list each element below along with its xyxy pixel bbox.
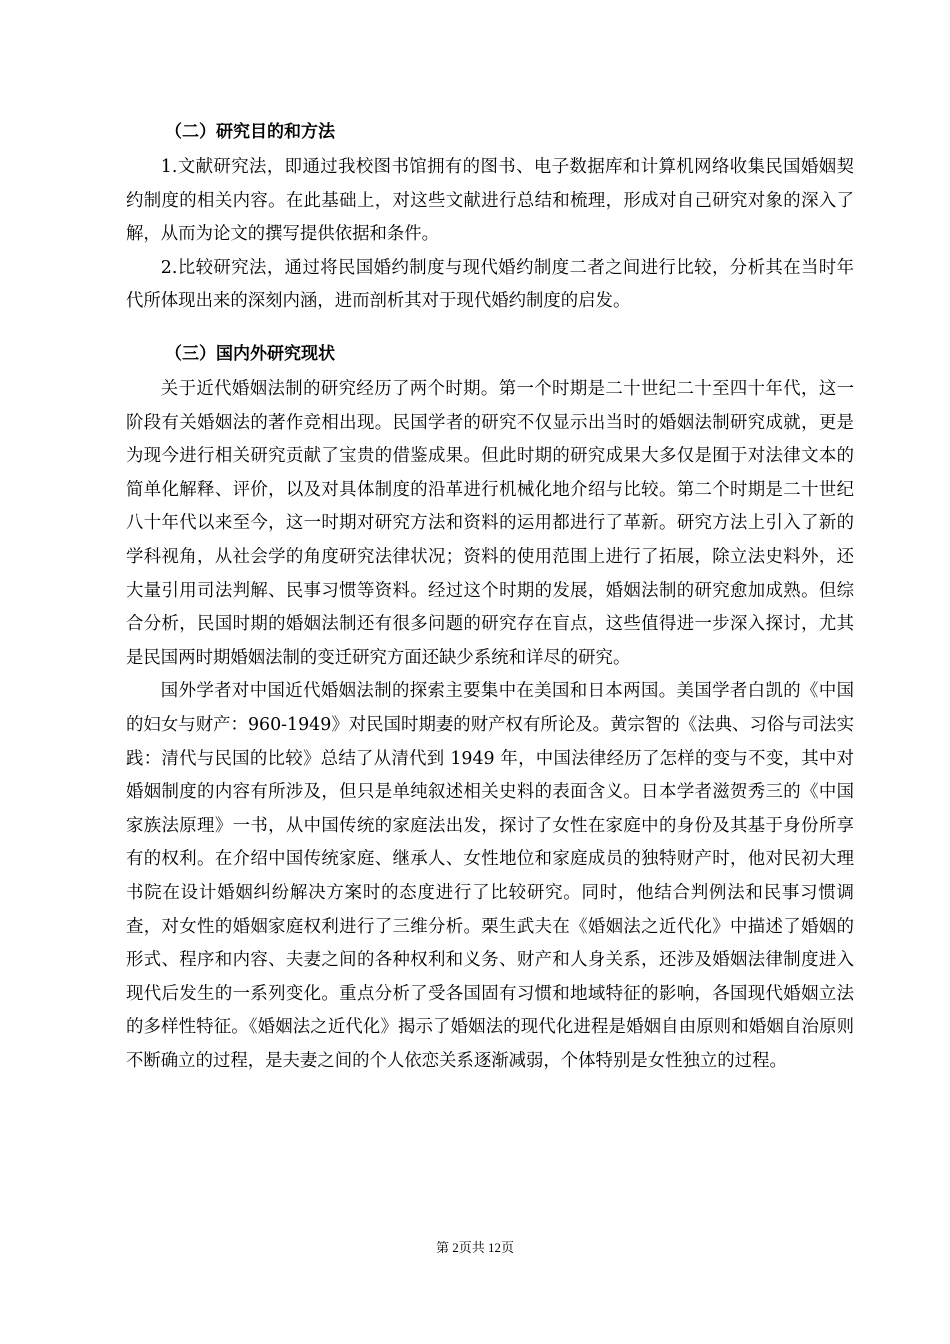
section-research-status — [126, 373, 854, 1078]
paragraph-literature-method: 1.文献研究法，即通过我校图书馆拥有的图书、电子数据库和计算机网络收集民国婚姻契约制度的相关内容。在此基础上，对这些文献进行总结和梳理，形成对自己研究对象的深入了解，从而为论文的撰写提供依据和条件。 — [126, 157, 854, 245]
section-heading-research-status: （三）国内外研究现状 — [165, 344, 335, 364]
paragraph-comparison-method: 2.比较研究法，通过将民国婚约制度与现代婚约制度二者之间进行比较，分析其在当时年代所体现出来的深刻内涵，进而剖析其对于现代婚约制度的启发。 — [126, 257, 854, 312]
section-heading-research-purpose: （二）研究目的和方法 — [165, 122, 335, 142]
page-number-footer: 第 2页共 12页 — [435, 1240, 514, 1255]
paragraph-domestic-research: 关于近代婚姻法制的研究经历了两个时期。第一个时期是二十世纪二十至四十年代，这一阶段有关婚姻法的著作竞相出现。民国学者的研究不仅显示出当时的婚姻法制研究成就，更是为现今进行相关研究贡献了宝贵的借鉴成果。但此时期的研究成果大多仅是囿于对法律文本的简单化解释、评价，以及对具体制度的沿革进行机械化地介绍与比较。第二个时期是二十世纪八十年代以来至今，这一时期对研究方法和资料的运用都进行了革新。研究方法上引入了新的学科视角，从社会学的角度研究法律状况；资料的使用范围上进行了拓展，除立法史料外，还大量引用司法判解、民事习惯等资料。经过这个时期的发展，婚姻法制的研究愈加成熟。但综合分析，民国时期的婚姻法制还有很多问题的研究存在盲点，这些值得进一步深入探讨，尤其是民国两时期婚姻法制的变迁研究方面还缺少系统和详尽的研究。 — [126, 379, 854, 668]
paragraph-foreign-research: 国外学者对中国近代婚姻法制的探索主要集中在美国和日本两国。美国学者白凯的《中国的妇女与财产：960-1949》对民国时期妻的财产权有所论及。黄宗智的《法典、习俗与司法实践：清代与民国的比较》总结了从清代到 1949 年，中国法律经历了怎样的变与不变，其中对婚姻制度的内容有所涉及，但只是单纯叙述相关史料的表面含义。日本学者滋贺秀三的《中国家族法原理》一书，从中国传统的家庭法出发，探讨了女性在家庭中的身份及其基于身份所享有的权利。在介绍中国传统家庭、继承人、女性地位和家庭成员的独特财产时，他对民初大理书院在设计婚姻纠纷解决方案时的态度进行了比较研究。同时，他结合判例法和民事习惯调查，对女性的婚姻家庭权利进行了三维分析。栗生武夫在《婚姻法之近代化》中描述了婚姻的形式、程序和内容、夫妻之间的各种权利和义务、财产和人身关系，还涉及婚姻法律制度进入现代后发生的一系列变化。重点分析了受各国固有习惯和地域特征的影响，各国现代婚姻立法的多样性特征。《婚姻法之近代化》揭示了婚姻法的现代化进程是婚姻自由原则和婚姻自治原则不断确立的过程，是夫妻之间的个人依恋关系逐渐减弱，个体特别是女性独立的过程。 — [126, 681, 854, 1071]
section-research-methods — [126, 151, 854, 319]
